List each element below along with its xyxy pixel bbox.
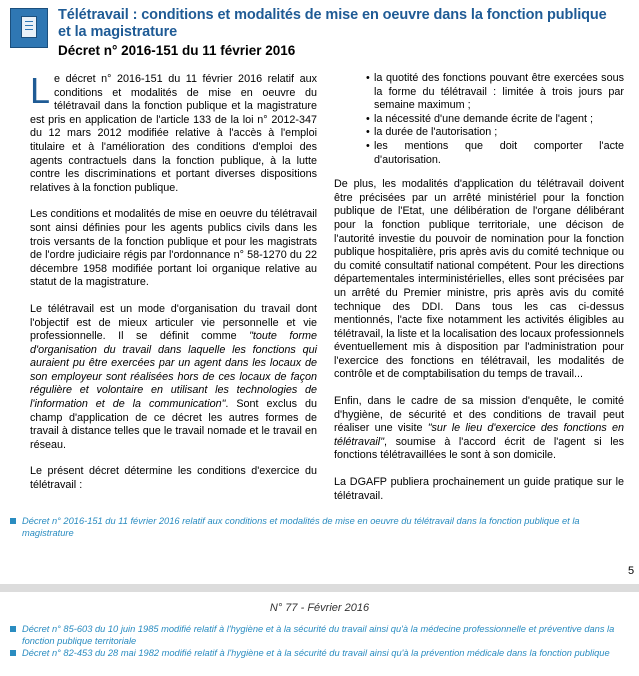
footnote-decree-82[interactable]: Décret n° 82-453 du 28 mai 1982 modifié relatif à l'hygiène et à la sécurité du travail ainsi qu'à la prévention médicale dans la fonction publique	[22, 648, 622, 660]
page-number: 5	[628, 565, 635, 577]
list-item: • la quotité des fonctions pouvant être exercées sous la forme du télétravail : limitée à trois jours par semaine maximum ;	[366, 72, 624, 112]
footnote-decree-85[interactable]: Décret n° 85-603 du 10 juin 1985 modifié relatif à l'hygiène et à la sécurité du travail ainsi qu'à la médecine professionnelle et préventive dans la fonction publique territoriale	[22, 624, 622, 648]
chsct-text-start: Enfin, dans le cadre de sa mission d'enquête, le comité d'hygiène, de sécurité et des conditions de travail peut réaliser une visite	[334, 395, 624, 435]
right-column	[334, 73, 624, 516]
chsct-quote: "sur le lieu d'exercice des fonctions en télétravail"	[334, 422, 624, 448]
definition-text-end: . Sont exclus du champ d'application de ce décret les autres formes de travail à distance telles que le travail nomade et le travail en réseau.	[30, 398, 318, 451]
square-bullet-icon	[10, 626, 16, 632]
square-bullet-icon	[10, 518, 16, 524]
list-item: • la nécessité d'une demande écrite de l'agent ;	[366, 112, 594, 125]
chsct-text-end: , soumise à l'accord écrit de l'agent si les fonctions télétravaillées le sont à son domicile.	[334, 435, 624, 462]
list-item: • les mentions que doit comporter l'acte d'autorisation.	[366, 139, 624, 166]
drop-cap: L	[30, 70, 51, 111]
definition-quote: "toute forme d'organisation du travail dans laquelle les fonctions qui auraient pu être exercées par un agent dans les locaux de son employeur sont réalisées hors de ces locaux de façon régulière et volontaire en utilisant les technologies de l'information et de la communication"	[30, 330, 317, 411]
paragraph-scope: Les conditions et modalités de mise en oeuvre du télétravail sont ainsi définies pour les agents publics civils dans les trois versants de la fonction publique et pour les magistrats de l'ordre judiciaire régis par l'ordonnance n° 58-1270 du 22 décembre 1958 modifiée portant loi organique relative au statut de la magistrature.	[30, 208, 317, 289]
left-column	[30, 70, 318, 506]
article-title: Télétravail : conditions et modalités de mise en oeuvre dans la fonction publique et la magistrature	[58, 7, 607, 40]
issue-label: N° 77 - Février 2016	[269, 602, 370, 614]
paragraph-chsct	[334, 395, 624, 463]
paragraph-intro	[30, 70, 317, 195]
conditions-list	[334, 72, 624, 167]
page-divider	[0, 584, 639, 592]
definition-text-start: Le télétravail est un mode d'organisation du travail dont l'objectif est de mieux articuler vie personnelle et vie professionnelle. Il se définit comme	[30, 302, 317, 343]
paragraph-conditions: Le présent décret détermine les conditions d'exercice du télétravail :	[30, 465, 317, 492]
document-icon	[10, 8, 48, 48]
paragraph-modalities: De plus, les modalités d'application du télétravail doivent être précisées par un arrêté ministériel pour la fonction publique de l'Etat, une délibération de l'organe délibérant pour la fonction publique territoriale, une décison de l'autorité investie du pouvoir de nomination pour la fonction publique hospitalière, pris après avis du comité technique ou du comité consultatif national compétent. Pour les directions départementales interministérielles, elles sont précisées par un arrêté du Premier ministre, pris après avis du comité technique des DDI. Dans tous les cas ci-dessus mentionnés, l'acte fixe notamment les activités éligibles au télétravail, la liste et la localisation des locaux professionnels éventuellement mis à disposition par l'administration pour l'exercice des fonctions en télétravail, les modalités de contrôle et de comptabilisation du temps de travail...	[334, 178, 624, 381]
paragraph-intro-text: e décret n° 2016-151 du 11 février 2016 relatif aux conditions et modalités de mise en oeuvre du télétravail dans la fonction publique et la magistrature est pris en application de l'article 133 de la loi n° 2012-347 du 12 mars 2012 modifiée relative à l'accès à l'emploi titulaire et à l'amélioration des conditions d'emploi des agents contractuels dans la fonction publique, à la lutte contre les discriminations et portant diverses dispositions relatives à la fonction publique.	[30, 73, 317, 194]
paragraph-guide: La DGAFP publiera prochainement un guide pratique sur le télétravail.	[334, 476, 624, 502]
article-subtitle: Décret n° 2016-151 du 11 février 2016	[58, 43, 296, 58]
list-item: • la durée de l'autorisation ;	[366, 126, 498, 139]
paragraph-definition	[30, 303, 317, 453]
footnote-decree[interactable]: Décret n° 2016-151 du 11 février 2016 relatif aux conditions et modalités de mise en oeuvre du télétravail dans la fonction publique et la magistrature	[22, 516, 622, 540]
square-bullet-icon	[10, 650, 16, 656]
